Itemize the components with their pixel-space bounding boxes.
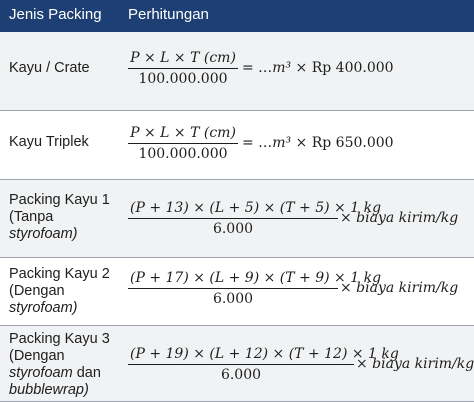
result-suffix: × biaya kirim/kg — [340, 280, 459, 296]
formula-numerator: (P + 17) × (L + 9) × (T + 9) × 1 kg — [130, 270, 382, 286]
fraction — [128, 270, 382, 307]
packing-name — [9, 192, 110, 243]
packing-name-line: Packing Kayu 1 — [9, 192, 110, 208]
formula-result — [340, 280, 458, 296]
packing-name — [9, 266, 110, 317]
result-prefix: = … — [242, 60, 273, 76]
table-row — [0, 258, 474, 326]
packing-name-line: (Tanpa — [9, 209, 54, 225]
packing-name-plain: dan — [72, 365, 101, 381]
result-prefix: = … — [242, 135, 273, 151]
result-unit: m³ — [272, 135, 292, 151]
formula-numerator: P × L × T (cm) — [130, 125, 236, 141]
result-suffix: × Rp 650.000 — [295, 135, 394, 151]
formula-numerator: (P + 19) × (L + 12) × (T + 12) × 1 kg — [130, 346, 399, 362]
result-suffix: × Rp 400.000 — [295, 60, 394, 76]
formula-denominator: 100.000.000 — [138, 146, 228, 162]
fraction — [128, 125, 238, 162]
packing-name-line: Packing Kayu 2 — [9, 266, 110, 282]
formula-result — [242, 135, 394, 151]
formula-denominator: 100.000.000 — [138, 71, 228, 87]
header-jenis-packing: Jenis Packing — [9, 6, 102, 23]
formula-numerator: P × L × T (cm) — [130, 50, 236, 66]
formula — [128, 270, 468, 314]
formula-denominator: 6.000 — [220, 367, 262, 383]
table-row — [0, 180, 474, 258]
packing-name-italic: bubblewrap) — [9, 382, 89, 398]
packing-name — [9, 331, 110, 399]
packing-name-line: (Dengan — [9, 348, 65, 364]
fraction — [128, 200, 382, 237]
table-header — [0, 0, 474, 32]
packing-name: Kayu Triplek — [9, 134, 89, 150]
packing-name-italic: styrofoam — [9, 365, 73, 381]
packing-name-line: Packing Kayu 3 — [9, 331, 110, 347]
table-row — [0, 32, 474, 111]
packing-name-line: (Dengan — [9, 283, 65, 299]
fraction — [128, 50, 238, 87]
packing-name: Kayu / Crate — [9, 60, 90, 76]
result-suffix: × biaya kirim/kg — [356, 356, 474, 372]
table-row — [0, 111, 474, 180]
formula-numerator: (P + 13) × (L + 5) × (T + 5) × 1 kg — [130, 200, 382, 216]
packing-name-italic: styrofoam) — [9, 226, 78, 242]
result-unit: m³ — [272, 60, 292, 76]
formula-denominator: 6.000 — [212, 291, 254, 307]
result-suffix: × biaya kirim/kg — [340, 210, 459, 226]
formula-result — [340, 210, 458, 226]
formula — [128, 346, 474, 390]
formula-denominator: 6.000 — [212, 221, 254, 237]
formula — [128, 50, 448, 94]
formula-result — [356, 356, 474, 372]
fraction — [128, 346, 399, 383]
table-row — [0, 326, 474, 401]
header-perhitungan: Perhitungan — [128, 6, 209, 23]
packing-name-italic: styrofoam) — [9, 300, 78, 316]
formula-result — [242, 60, 394, 76]
formula — [128, 200, 468, 244]
formula — [128, 125, 448, 169]
